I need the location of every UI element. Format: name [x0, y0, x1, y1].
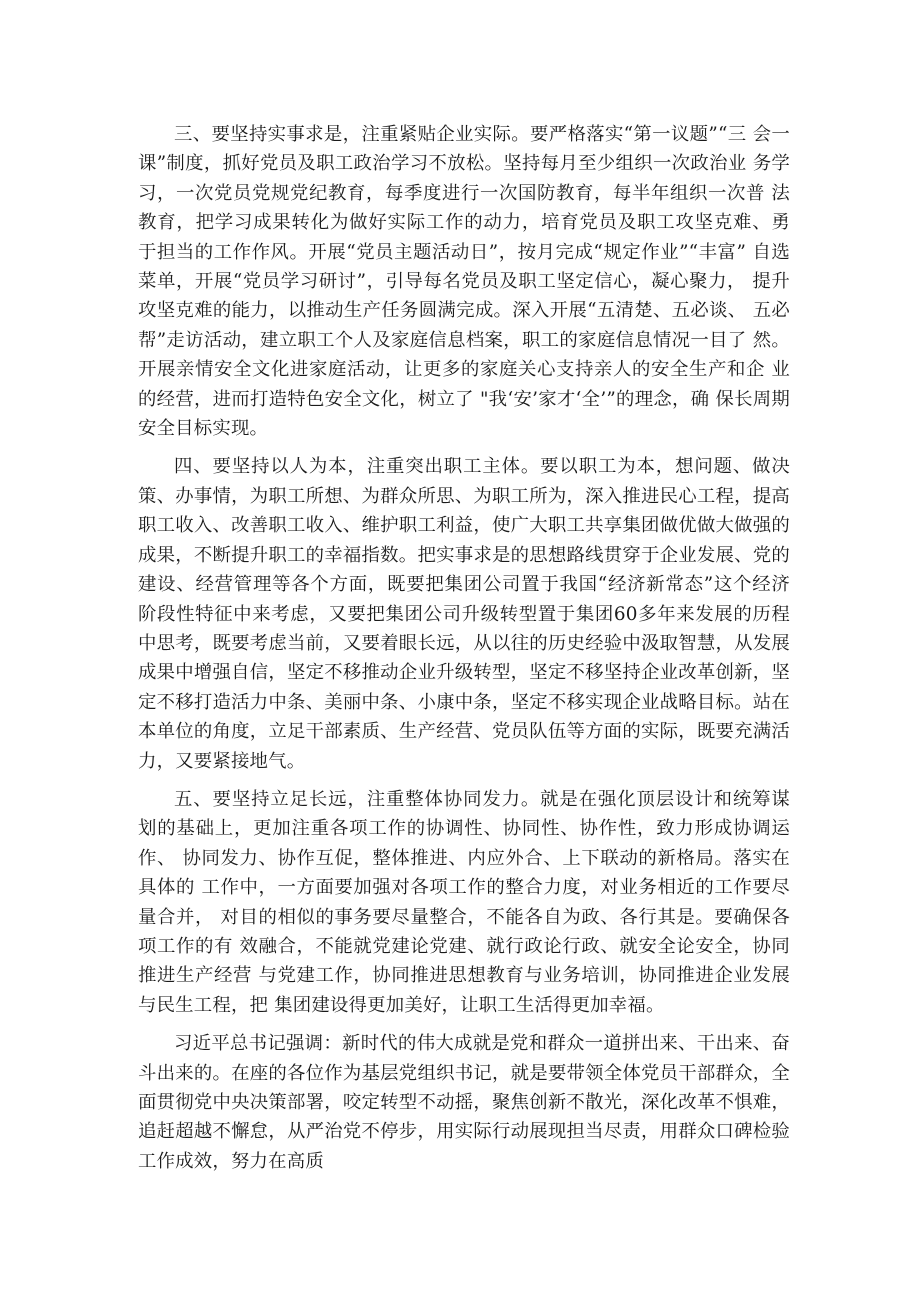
- document-page: [138, 120, 790, 1176]
- paragraph-three: 三、要坚持实事求是，注重紧贴企业实际。要严格落实“第一议题”“三 会一课”制度，抓好党员及职工政治学习不放松。坚持每月至少组织一次政治业 务学习，一次党员党规党纪教育，每季度进行一次国防教育，每半年组织一次普 法教育，把学习成果转化为做好实际工作的动力，培育党员及职工攻坚克难、勇 于担当的工作作风。开展“党员主题活动日”，按月完成“规定作业”“丰富” 自选菜单，开展“党员学习研讨”，引导每名党员及职工坚定信心，凝心聚力， 提升攻坚克难的能力，以推动生产任务圆满完成。深入开展“五清楚、五必谈、 五必帮”走访活动，建立职工个人及家庭信息档案，职工的家庭信息情况一目了 然。开展亲情安全文化进家庭活动，让更多的家庭关心支持亲人的安全生产和企 业的经营，进而打造特色安全文化，树立了 "我‘安’家才‘全’”的理念，确 保长周期安全目标实现。: [138, 124, 790, 440]
- paragraph-xi-quote: 习近平总书记强调：新时代的伟大成就是党和群众一道拼出来、干出来、奋 斗出来的。在座的各位作为基层党组织书记，就是要带领全体党员干部群众，全 面贯彻党中央决策部署，咬定转型不动摇，聚焦创新不散光，深化改革不惧难， 追赶超越不懈怠，从严治党不停步，用实际行动展现担当尽责，用群众口碑检验 工作成效，努力在高质: [138, 1033, 790, 1172]
- paragraph-four: 四、要坚持以人为本，注重突出职工主体。要以职工为本，想问题、做决 策、办事情，为职工所想、为群众所思、为职工所为，深入推进民心工程，提高 职工收入、改善职工收入、维护职工利益，使广大职工共享集团做优做大做强的 成果，不断提升职工的幸福指数。把实事求是的思想路线贯穿于企业发展、党的 建设、经营管理等各个方面，既要把集团公司置于我国“经济新常态”这个经济 阶段性特征中来考虑，又要把集团公司升级转型置于集团60多年来发展的历程 中思考，既要考虑当前，又要着眼长远，从以往的历史经验中汲取智慧，从发展 成果中增强自信，坚定不移推动企业升级转型，坚定不移坚持企业改革创新，坚 定不移打造活力中条、美丽中条、小康中条，坚定不移实现企业战略目标。站在 本单位的角度，立足干部素质、生产经营、党员队伍等方面的实际，既要充满活 力，又要紧接地气。: [138, 456, 790, 772]
- paragraph-five: 五、要坚持立足长远，注重整体协同发力。就是在强化顶层设计和统筹谋 划的基础上，更加注重各项工作的协调性、协同性、协作性，致力形成协调运作、 协同发力、协作互促，整体推进、内应外合、上下联动的新格局。落实在具体的 工作中，一方面要加强对各项工作的整合力度，对业务相近的工作要尽量合并， 对目的相似的事务要尽量整合，不能各自为政、各行其是。要确保各项工作的有 效融合，不能就党建论党建、就行政论行政、就安全论安全，协同推进生产经营 与党建工作，协同推进思想教育与业务培训，协同推进企业发展与民生工程，把 集团建设得更加美好，让职工生活得更加幸福。: [138, 788, 790, 1016]
